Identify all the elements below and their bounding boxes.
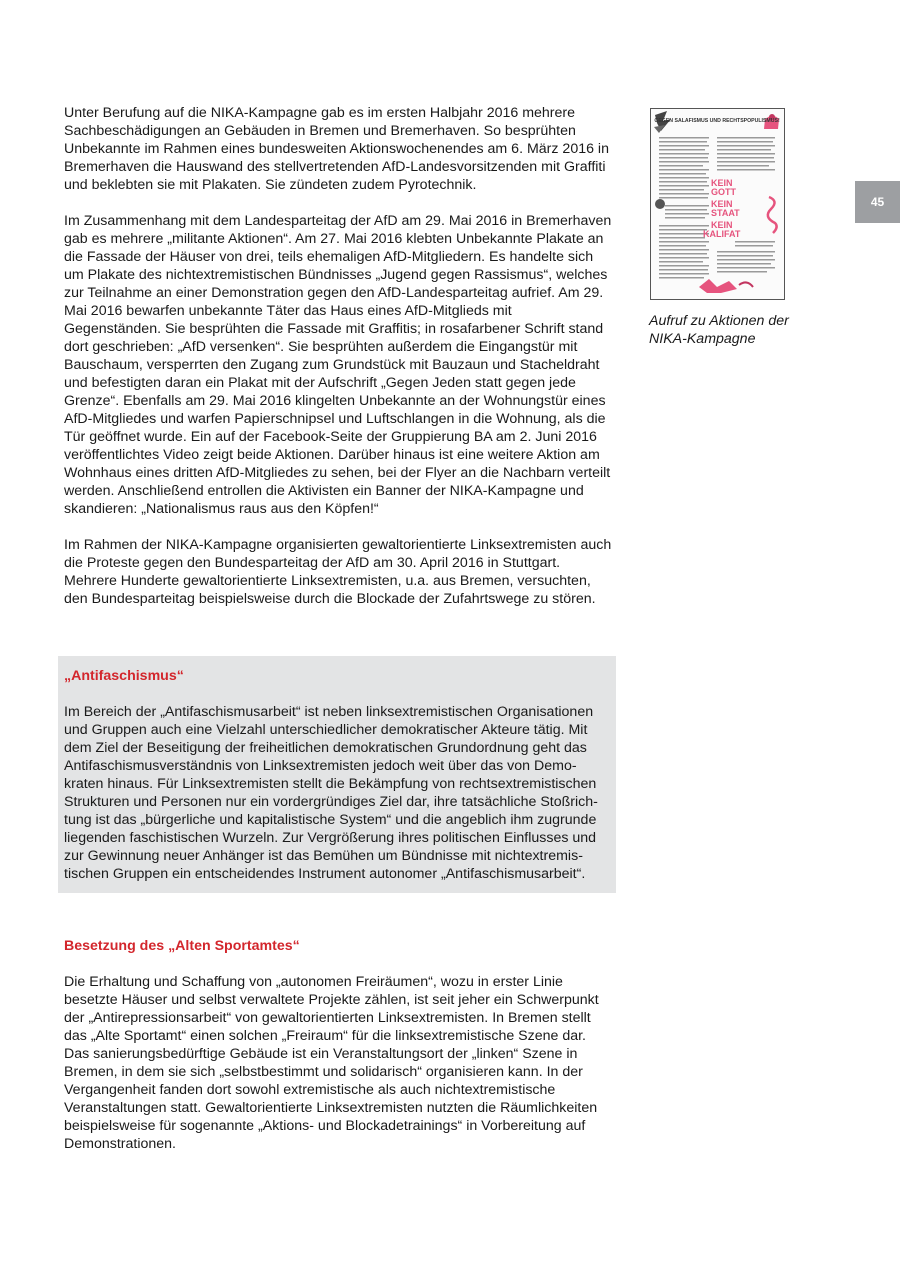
- poster-bottom-flag-icon: [699, 279, 753, 293]
- section-text: Die Erhaltung und Schaffung von „autonomen Freiräumen“, wozu in erster Linie besetzte Häuser und selbst verwaltete Projekte zählen, ist seit jeher ein Schwerpunkt der „Antirepressionsarbeit“ von gewaltorientierten Linksextremisten. In Bremen stellt das „Alte Sportamt“ einen solchen „Freiraum“ für die linksextremistische Szene dar. Das sanierungsbedürftige Gebäude ist ein Veranstaltungsort der „linken“ Szene in Bremen, in dem sie sich „selbstbestimmt und solidarisch“ organisieren kann. In der Vergangenheit fanden dort sowohl extremistische als auch nichtextremistische Veranstaltungen statt. Gewaltorientierte Linksextremisten nutzten die Räumlichkeiten beispielsweise für sogenannte „Aktions- und Blockadetrainings“ in Vorbereitung auf Demonstrationen.: [64, 974, 599, 1152]
- sportamt-section: [64, 937, 612, 1153]
- page-number-tab: [855, 181, 900, 223]
- infobox-heading: „Antifaschismus“: [64, 668, 184, 684]
- page-number: 45: [870, 195, 885, 209]
- poster-slogan-line: KEIN: [711, 220, 733, 230]
- figure-caption: Aufruf zu Aktionen der NIKA-Kampagne: [649, 313, 789, 347]
- poster-slogan-line: KEIN: [711, 178, 733, 188]
- poster-slogan: [703, 178, 741, 239]
- poster-slogan-line: KEIN: [711, 199, 733, 209]
- antifaschismus-infobox: [58, 656, 616, 893]
- paragraph-nika-damage: Unter Berufung auf die NIKA-Kampagne gab es im ersten Halbjahr 2016 mehrere Sachbeschädigungen an Gebäuden in Bremen und Bremerhaven. So besprühten Unbekannte im Rahmen eines bundesweiten Aktionswochenendes am 6. März 2016 in Bremerhaven die Hauswand des stellvertretenden AfD-Landesvorsitzenden mit Graffiti und beklebten sie mit Plakaten. Sie zündeten zudem Pyrotechnik.: [64, 105, 609, 193]
- poster-graphic: [651, 109, 784, 299]
- poster-slogan-line: STAAT: [711, 208, 740, 218]
- poster-small-icon: [655, 199, 665, 209]
- section-heading: Besetzung des „Alten Sportamtes“: [64, 938, 300, 954]
- infobox-text: Im Bereich der „Antifaschismusarbeit“ ist neben linksextremistischen Organisationen und Gruppen auch eine Vielzahl unterschiedlicher demokratischer Akteure tätig. Mit dem Ziel der Beseitigung der freiheitlichen demokratischen Grundordnung geht das Antifaschismusverständnis von Linksextremisten jedoch weit über das von Demokraten hinaus. Für Linksextremisten stellt die Bekämpfung von rechtsextremistischen Strukturen und Personen nur ein vordergründiges Ziel dar, ihre tatsächliche Stoßrichtung ist das „bürgerliche und kapitalistische System“ und die angeblich ihm zugrunde liegenden faschistischen Wurzeln. Zur Vergrößerung ihres politischen Einflusses und zur Gewinnung neuer Anhänger ist das Bemühen um Bündnisse mit nichtextremistischen Gruppen ein entscheidendes Instrument autonomer „Antifaschismusarbeit“.: [64, 704, 598, 882]
- main-text: [64, 104, 612, 608]
- paragraph-landesparteitag: Im Zusammenhang mit dem Landesparteitag der AfD am 29. Mai 2016 in Bremerhaven gab es mehrere „militante Aktionen“. Am 27. Mai 2016 klebten Unbekannte Plakate an die Fassade der Häuser von drei, teils ehemaligen AfD-Mitgliedern. Es handelte sich um Plakate des nichtextremistischen Bündnisses „Jugend gegen Rassismus“, welches zur Teilnahme an einer Demonstration gegen den AfD-Landesparteitag aufrief. Am 29. Mai 2016 bewarfen unbekannte Täter das Haus eines AfD-Mitglieds mit Gegenständen. Sie besprühten die Fassade mit Graffitis; in rosafarbener Schrift stand dort geschrieben: „AfD versenken“. Sie besprühten außerdem die Eingangstür mit Bauschaum, versperrten den Zugang zum Grundstück mit Bauzaun und Stacheldraht und befestigten daran ein Plakat mit der Aufschrift „Gegen Jeden statt gegen jede Grenze“. Ebenfalls am 29. Mai 2016 klingelten Unbekannte an der Wohnungstür eines AfD-Mitgliedes und warfen Papierschnipsel und Luftschlangen in die Wohnung, als die Tür geöffnet wurde. Ein auf der Facebook-Seite der Gruppierung BA am 2. Juni 2016 veröffentlichtes Video zeigt beide Aktionen. Darüber hinaus ist eine weitere Aktion am Wohnhaus eines dritten AfD-Mitgliedes zu sehen, bei der Flyer an die Nachbarn verteilt werden. Anschließend entrollen die Aktivisten ein Banner der NIKA-Kampagne und skandieren: „Nationalismus raus aus den Köpfen!“: [64, 213, 612, 517]
- poster-text-left: [659, 137, 709, 279]
- poster-swirl-icon: [768, 197, 777, 233]
- nika-poster-image: [650, 108, 785, 300]
- poster-slogan-line: GOTT: [711, 187, 736, 197]
- paragraph-bundesparteitag: Im Rahmen der NIKA-Kampagne organisierten gewaltorientierte Linksextremisten auch die Proteste gegen den Bundesparteitag der AfD am 30. April 2016 in Stuttgart. Mehrere Hunderte gewaltorientierte Linksextremisten, u.a. aus Bremen, versuchten, den Bundesparteitag beispielsweise durch die Blockade der Zufahrtswege zu stören.: [64, 537, 612, 607]
- poster-headline: GEGEN SALAFISMUS UND RECHTSPOPULISMUS!: [654, 118, 780, 124]
- poster-slogan-line: KALIFAT: [703, 229, 741, 239]
